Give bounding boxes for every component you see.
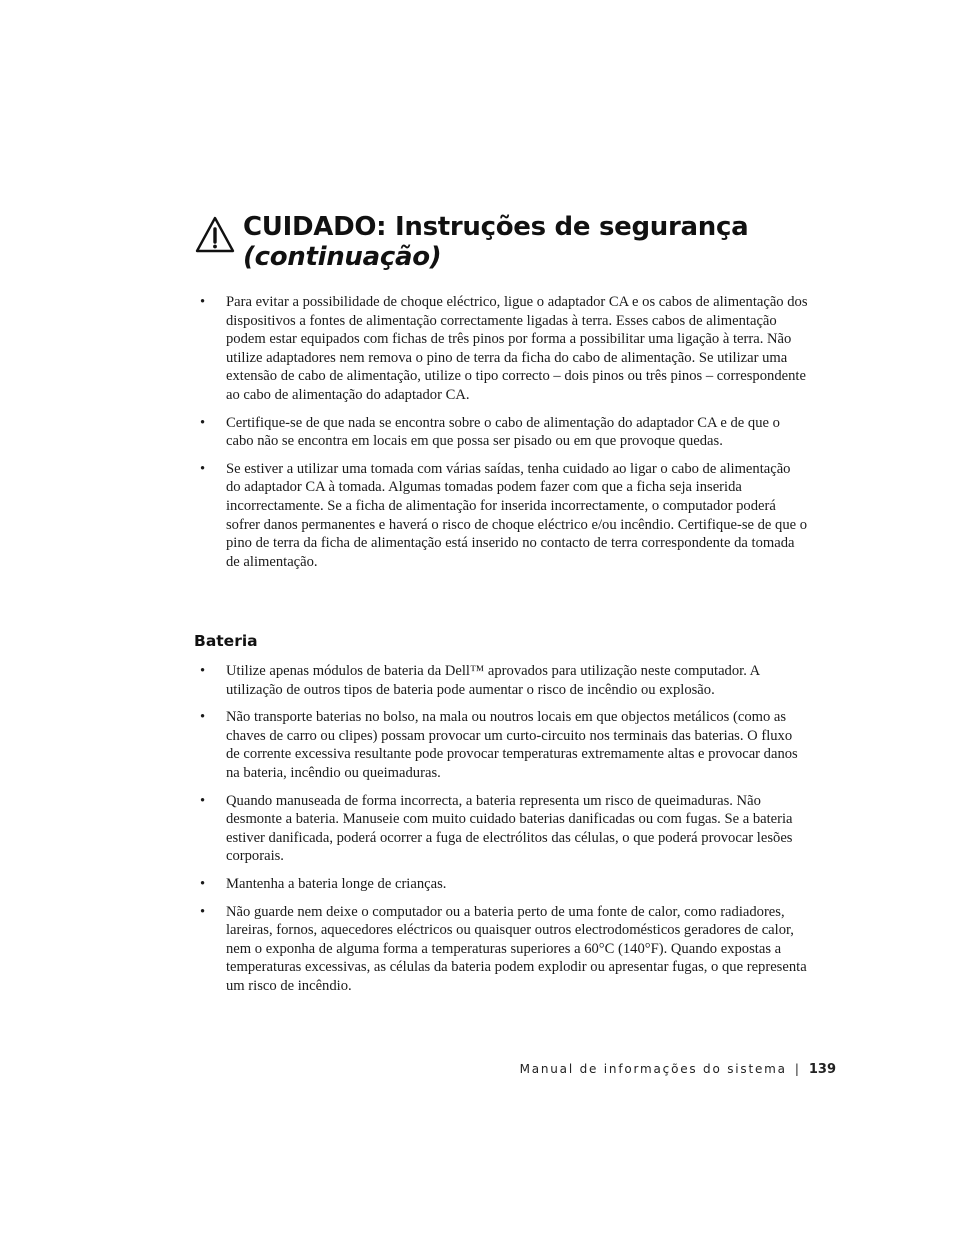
page-title (243, 212, 835, 272)
list-item-text: Utilize apenas módulos de bateria da Dell™ aprovados para utilização neste computador. A utilização de outros tipos de bateria pode aumentar o risco de incêndio ou explosão. (226, 663, 760, 698)
list-item (198, 293, 808, 405)
list-item (198, 708, 808, 782)
section-heading (195, 212, 835, 272)
list-item-text: Quando manuseada de forma incorrecta, a bateria representa um risco de queimaduras. Não desmonte a bateria. Manuseie com muito cuidado baterias danificadas ou com fugas. Se a bateria estiver danificada, poderá ocorrer a fuga de electrólitos das células, o que poderá provocar lesões corporais. (226, 792, 793, 865)
safety-instructions-list (198, 293, 808, 580)
battery-heading: Bateria (194, 632, 258, 650)
list-item (198, 792, 808, 866)
bullet-icon: • (200, 663, 206, 679)
list-item (198, 875, 808, 894)
list-item-text: Se estiver a utilizar uma tomada com várias saídas, tenha cuidado ao ligar o cabo de alimentação do adaptador CA à tomada. Algumas tomadas podem fazer com que a ficha seja inserida incorrectamente. Se a ficha de alimentação for inserida incorrectamente, o computador poderá sofrer danos permanentes e haverá o risco de choque eléctrico e/ou incêndio. Certifique-se de que o pino de terra da ficha de alimentação está inserido no contacto de terra correspondente da tomada de alimentação. (226, 460, 808, 570)
list-item (198, 662, 808, 699)
bullet-icon: • (200, 460, 206, 477)
list-item-text: Não guarde nem deixe o computador ou a bateria perto de uma fonte de calor, como radiadores, lareiras, fornos, aquecedores eléctricos ou quaisquer outros electrodomésticos geradores de calor, nem o exponha de alguma forma a temperaturas superiores a 60°C (140°F). Quando expostas a temperaturas excessivas, as células da bateria podem explodir ou apresentar fugas, o que representa um risco de incêndio. (226, 903, 807, 994)
footer-label: Manual de informações do sistema (519, 1062, 787, 1076)
warning-triangle-icon (195, 216, 235, 254)
page-footer (520, 1062, 836, 1077)
bullet-icon: • (200, 414, 206, 431)
bullet-icon: • (200, 792, 206, 809)
list-item-text: Certifique-se de que nada se encontra sobre o cabo de alimentação do adaptador CA e de que o cabo não se encontra em locais em que possa ser pisado ou em que provoque quedas. (226, 414, 780, 450)
bullet-icon: • (200, 709, 206, 726)
bullet-icon: • (200, 294, 206, 310)
battery-instructions-list (198, 662, 808, 1005)
bullet-icon: • (200, 875, 206, 892)
list-item (198, 903, 808, 996)
list-item-text: Não transporte baterias no bolso, na mala ou noutros locais em que objectos metálicos (como as chaves de carro ou clipes) possam provocar um curto-circuito nos terminais das baterias. O fluxo de corrente excessiva resultante pode provocar temperaturas extremamente altas e provocar danos na bateria, incêndio ou queimaduras. (226, 709, 798, 781)
title-line: CUIDADO: Instruções de segurança (243, 212, 749, 242)
list-item-text: Mantenha a bateria longe de crianças. (226, 875, 447, 892)
list-item-text: Para evitar a possibilidade de choque eléctrico, ligue o adaptador CA e os cabos de alimentação dos dispositivos a fontes de alimentação correctamente ligadas à terra. Esses cabos de alimentação podem estar equipados com fichas de três pinos por forma a possibilitar uma ligação à terra. Não utilize adaptadores nem remova o pino de terra da ficha do cabo de alimentação. Se utilizar uma extensão de cabo de alimentação, utilize o tipo correcto – dois pinos ou três pinos – correspondente ao cabo de alimentação do adaptador CA. (226, 294, 808, 403)
title-continuation: (continuação) (243, 242, 442, 272)
footer-separator: | (794, 1062, 799, 1076)
page-number: 139 (808, 1062, 836, 1077)
list-item (198, 414, 808, 451)
list-item (198, 460, 808, 572)
bullet-icon: • (200, 903, 206, 920)
